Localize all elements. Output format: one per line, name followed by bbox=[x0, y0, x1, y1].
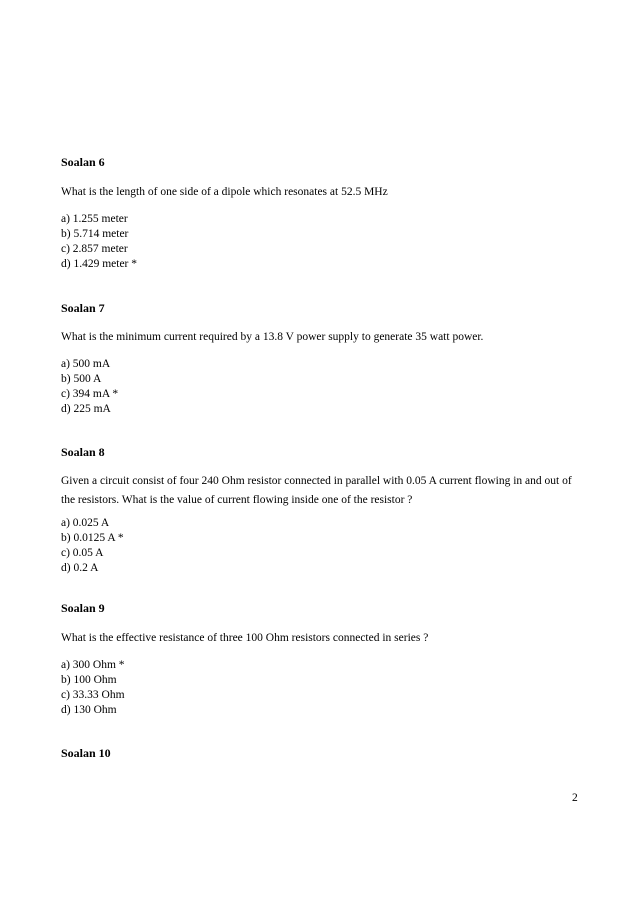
answer-option: a) 0.025 A bbox=[61, 517, 110, 529]
question-text: What is the minimum current required by a 13.8 V power supply to generate 35 watt power. bbox=[61, 331, 484, 343]
answer-option: a) 500 mA bbox=[61, 358, 111, 370]
question-heading: Soalan 10 bbox=[61, 746, 111, 760]
question-heading: Soalan 8 bbox=[61, 445, 105, 459]
question-text: Given a circuit consist of four 240 Ohm resistor connected in parallel with 0.05 A current flowing in and out of the resistors. What is the value of current flowing inside one of the resistor ? bbox=[61, 475, 572, 506]
answer-option: b) 100 Ohm bbox=[61, 674, 117, 686]
answer-option: b) 5.714 meter bbox=[61, 228, 129, 240]
answer-option: a) 1.255 meter bbox=[61, 213, 128, 225]
answer-option: d) 0.2 A bbox=[61, 562, 99, 574]
page-number: 2 bbox=[572, 792, 578, 804]
answer-option: a) 300 Ohm * bbox=[61, 659, 125, 671]
question-heading: Soalan 7 bbox=[61, 301, 105, 315]
answer-option: b) 0.0125 A * bbox=[61, 532, 124, 544]
question-heading: Soalan 9 bbox=[61, 601, 105, 615]
answer-option: c) 33.33 Ohm bbox=[61, 689, 125, 701]
question-text: What is the length of one side of a dipole which resonates at 52.5 MHz bbox=[61, 186, 388, 198]
answer-options bbox=[61, 357, 118, 417]
answer-option: d) 225 mA bbox=[61, 403, 111, 415]
answer-option: d) 130 Ohm bbox=[61, 704, 117, 716]
answer-options bbox=[61, 658, 125, 718]
answer-option: c) 0.05 A bbox=[61, 547, 104, 559]
answer-options bbox=[61, 516, 124, 576]
answer-option: c) 2.857 meter bbox=[61, 243, 128, 255]
answer-option: d) 1.429 meter * bbox=[61, 258, 138, 270]
answer-options bbox=[61, 212, 137, 272]
answer-option: c) 394 mA * bbox=[61, 388, 119, 400]
question-text: What is the effective resistance of three 100 Ohm resistors connected in series ? bbox=[61, 632, 429, 644]
answer-option: b) 500 A bbox=[61, 373, 102, 385]
question-heading: Soalan 6 bbox=[61, 155, 105, 169]
